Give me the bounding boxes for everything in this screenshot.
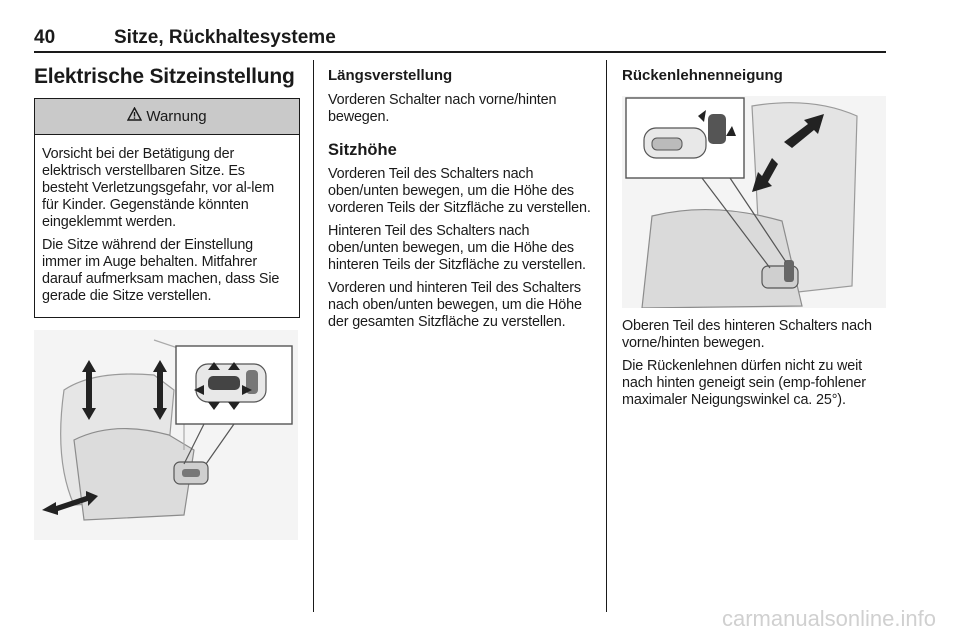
column-1 [34, 64, 300, 318]
warning-triangle-icon [127, 107, 142, 126]
seat-height-paragraph-2: Hinteren Teil des Schalters nach oben/unten bewegen, um die Höhe des hinteren Teils der Sitzfläche zu verstellen. [328, 223, 586, 273]
backrest-illustration [622, 96, 886, 308]
longitudinal-text: Vorderen Schalter nach vorne/hinten bewegen. [328, 92, 557, 125]
warning-paragraph-2: Die Sitze während der Einstellung immer im Auge behalten. Mitfahrer darauf aufmerksam machen, dass Sie gerade die Sitze verstellen. [42, 237, 280, 304]
backrest-heading: Rückenlehnenneigung [622, 67, 783, 84]
seat-height-heading: Sitzhöhe [328, 141, 397, 159]
warning-box [34, 98, 300, 318]
page-header [34, 27, 886, 51]
seat-adjustment-illustration [34, 330, 298, 540]
backrest-paragraph-1: Oberen Teil des hinteren Schalters nach vorne/hinten bewegen. [622, 318, 872, 351]
seat-height-paragraph-3: Vorderen und hinteren Teil des Schalters nach oben/unten bewegen, um die Höhe der gesamten Sitzfläche zu verstellen. [328, 280, 582, 330]
longitudinal-heading: Längsverstellung [328, 67, 453, 84]
backrest-text [622, 318, 886, 415]
warning-body [35, 135, 299, 317]
warning-heading [35, 99, 299, 135]
section-title: Elektrische Sitzeinstellung [34, 65, 295, 88]
header-rule [34, 51, 886, 53]
warning-paragraph-1: Vorsicht bei der Betätigung der elektrisch verstellbaren Sitze. Es besteht Verletzungsgefahr, vor al-lem für Kinder. Gegenstände könnten eingeklemmt werden. [42, 146, 275, 230]
backrest-paragraph-2: Die Rückenlehnen dürfen nicht zu weit nach hinten geneigt sein (emp-fohlener maximaler Neigungswinkel ca. 25°). [622, 358, 866, 408]
chapter-title: Sitze, Rückhaltesysteme [114, 27, 336, 48]
column-divider-1 [313, 60, 314, 612]
column-3 [622, 64, 886, 92]
column-divider-2 [606, 60, 607, 612]
warning-label: Warnung [146, 108, 207, 125]
column-2 [328, 64, 598, 337]
watermark: carmanualsonline.info [721, 606, 936, 631]
seat-height-paragraph-1: Vorderen Teil des Schalters nach oben/unten bewegen, um die Höhe des vorderen Teils der Sitzfläche zu verstellen. [328, 166, 591, 216]
page-number: 40 [34, 27, 56, 48]
